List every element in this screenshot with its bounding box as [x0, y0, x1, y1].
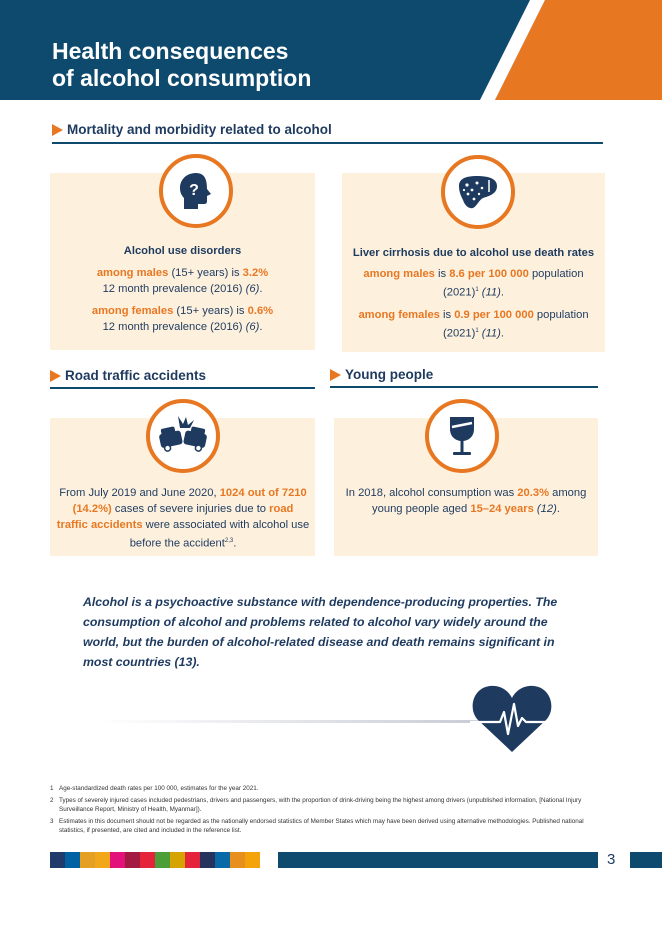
page-number: 3	[607, 851, 616, 868]
color-strip-segment	[245, 852, 260, 868]
page-title: Health consequences of alcohol consumption	[52, 38, 312, 91]
divider	[52, 142, 603, 144]
liver-icon	[441, 155, 515, 229]
color-strip-segment	[80, 852, 95, 868]
color-strip-segment	[65, 852, 80, 868]
color-strip-segment	[230, 852, 245, 868]
footer-bar	[278, 852, 598, 868]
footnote: 2 Types of severely injured cases included pedestrians, drivers and passengers, with the proportion of drink-driving being the highest among drivers (unpublished information, [National Injury Surveillance Report, Ministry of Health, Myanmar]).	[50, 797, 582, 813]
color-strip-segment	[95, 852, 110, 868]
card-young-text: In 2018, alcohol consumption was 20.3% among young people aged 15–24 years (12).	[345, 487, 587, 515]
heart-pulse-icon	[470, 682, 554, 754]
color-strip-segment	[125, 852, 140, 868]
color-strip-segment	[215, 852, 230, 868]
head-question-icon	[159, 154, 233, 228]
car-crash-icon	[146, 399, 220, 473]
color-strip-segment	[110, 852, 125, 868]
footnote: 1 Age-standardized death rates per 100 000, estimates for the year 2021.	[50, 785, 259, 792]
section-heading-young: Young people	[330, 367, 433, 382]
card-road-text: From July 2019 and June 2020, 1024 out of 7210 (14.2%) cases of severe injuries due to road traffic accidents were associated with alcohol use before the accident$^{2,3}$.	[56, 487, 310, 550]
decorative-line	[100, 720, 480, 723]
footnote: 3 Estimates in this document should not be regarded as the nationally endorsed statistics of Member States which may have been derived using alternative methodologies. Published national statistics, if presented, are cited and included in the reference list.	[50, 818, 584, 834]
arrow-right-icon	[330, 369, 341, 381]
card-liver-text: Liver cirrhosis due to alcohol use death rates among males is 8.6 per 100 000 population $(2021)^1$ (11). among females is 0.9 per 100 000 population $(2021)^1$ (11).	[352, 247, 595, 340]
color-strip-segment	[185, 852, 200, 868]
color-strip-segment	[200, 852, 215, 868]
color-strip-segment	[50, 852, 65, 868]
color-strip-segment	[140, 852, 155, 868]
section-heading-road: Road traffic accidents	[50, 368, 206, 383]
quote-text: Alcohol is a psychoactive substance with dependence-producing properties. The consumption of alcohol and problems related to alcohol vary widely around the world, but the burden of alcohol-related disease and death remains significant in most countries (13).	[83, 595, 558, 669]
divider	[50, 387, 315, 389]
footer-bar-end	[630, 852, 662, 868]
color-strip	[50, 852, 260, 868]
footnotes	[50, 784, 590, 838]
header-banner	[0, 0, 662, 100]
svg-text:?: ?	[189, 182, 199, 199]
color-strip-segment	[155, 852, 170, 868]
color-strip-segment	[170, 852, 185, 868]
card-aud-text: Alcohol use disorders among males (15+ years) is 3.2% 12 month prevalence (2016) (6). among females (15+ years) is 0.6% 12 month prevalence (2016) (6).	[91, 245, 274, 333]
arrow-right-icon	[52, 124, 63, 136]
arrow-right-icon	[50, 370, 61, 382]
wine-glass-icon	[425, 399, 499, 473]
divider	[330, 386, 598, 388]
section-heading-mortality: Mortality and morbidity related to alcohol	[52, 122, 332, 137]
